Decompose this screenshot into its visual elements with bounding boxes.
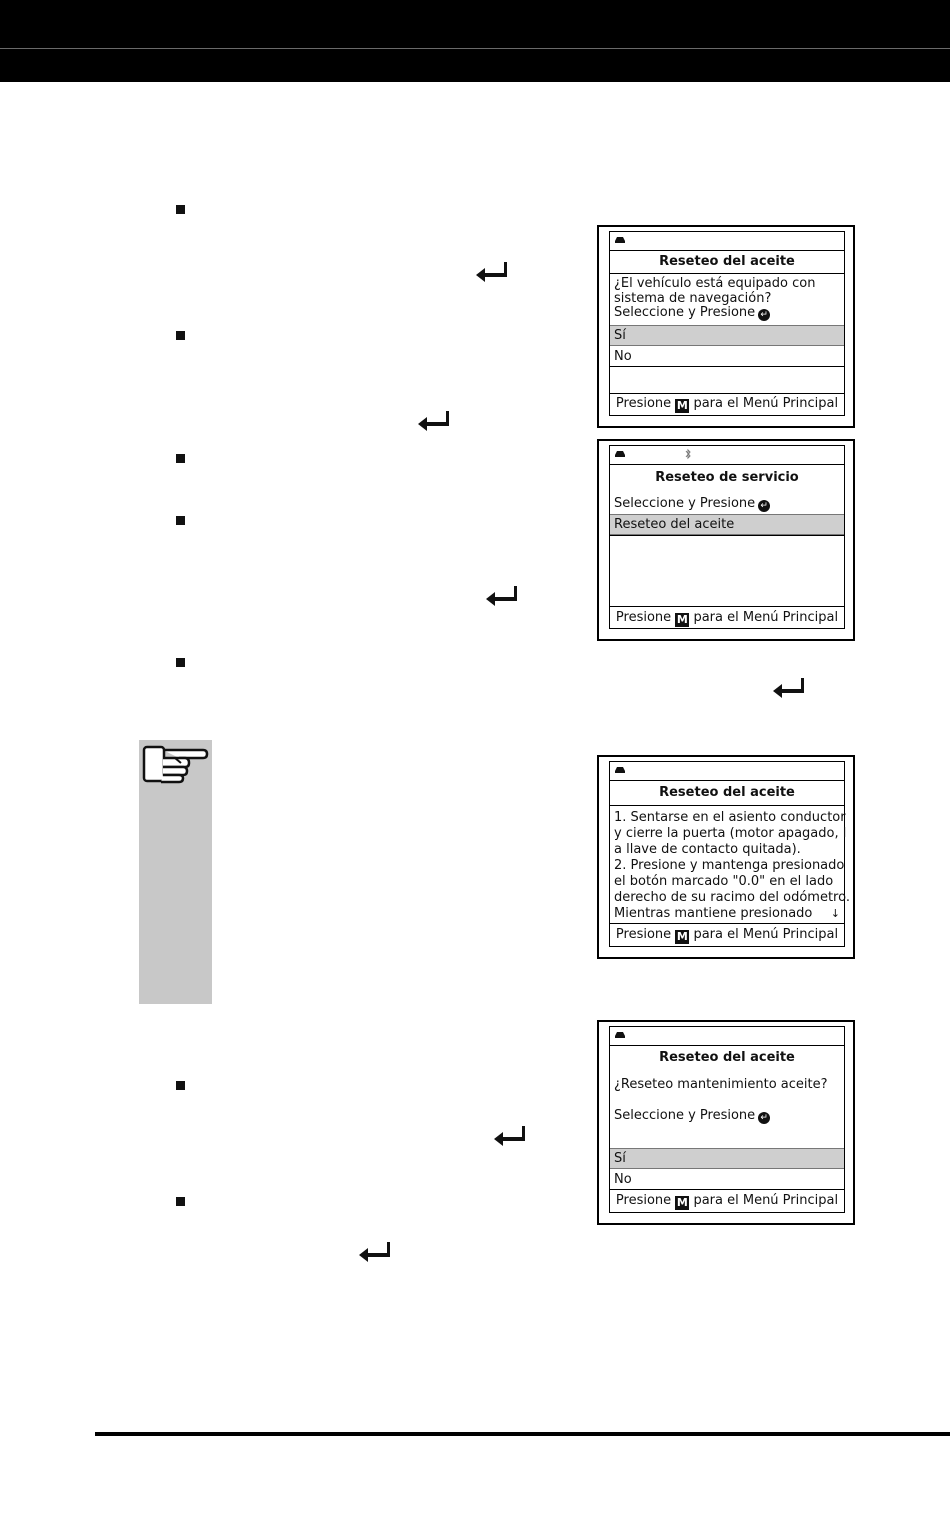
menu-key-icon: M — [676, 613, 688, 626]
screen-footer — [610, 396, 844, 413]
lcd-display — [609, 761, 850, 947]
prompt-line — [610, 305, 844, 321]
scan-tool-screen-oil-reset-confirm — [597, 1020, 855, 1225]
header-bar-bottom — [0, 49, 950, 82]
enter-key-icon — [474, 260, 508, 284]
footer-text: Presione — [615, 610, 672, 625]
question-line: ¿Reseteo mantenimiento aceite? — [614, 1077, 828, 1092]
instruction-line: derecho de su racimo del odómetro. — [614, 890, 850, 905]
prompt-line — [610, 1108, 844, 1124]
footer-text: Presione — [615, 927, 672, 942]
screen-title: Reseteo del aceite — [659, 254, 795, 269]
scroll-down-icon[interactable]: ↓ — [830, 907, 840, 920]
instruction-line: a llave de contacto quitada). — [614, 842, 801, 857]
enter-key-icon: ↵ — [758, 500, 770, 512]
screen-footer — [610, 610, 844, 627]
scan-tool-screen-nav-question — [597, 225, 855, 428]
prompt-line: ¿El vehículo está equipado con — [614, 276, 816, 291]
menu-item-oil-reset[interactable]: Reseteo del aceite — [610, 514, 844, 535]
option-no[interactable]: No — [614, 349, 632, 364]
instruction-line: y cierre la puerta (motor apagado, l — [614, 826, 847, 841]
prompt-line — [610, 496, 844, 512]
screen-title: Reseteo del aceite — [659, 1050, 795, 1065]
enter-key-icon: ↵ — [758, 1112, 770, 1124]
option-yes[interactable]: Sí — [610, 325, 844, 346]
lcd-display — [609, 445, 845, 629]
prompt-text: Seleccione y Presione — [614, 1108, 756, 1123]
footer-text: para el Menú Principal — [693, 927, 839, 942]
footer-text: para el Menú Principal — [693, 1193, 839, 1208]
screen-footer — [610, 927, 844, 944]
prompt-text: Seleccione y Presione — [614, 305, 756, 320]
square-bullet-icon — [176, 454, 185, 463]
square-bullet-icon — [176, 516, 185, 525]
square-bullet-icon — [176, 205, 185, 214]
instruction-line: el botón marcado "0.0" en el lado — [614, 874, 834, 889]
screen-title: Reseteo de servicio — [655, 470, 799, 485]
header-bar-top — [0, 0, 950, 48]
instruction-line: Mientras mantiene presionado — [614, 906, 813, 921]
option-yes[interactable]: Sí — [610, 1148, 844, 1169]
enter-key-icon — [357, 1240, 391, 1264]
car-icon — [614, 236, 626, 244]
car-icon — [614, 1031, 626, 1039]
screen-footer — [610, 1193, 844, 1210]
car-icon — [614, 766, 626, 774]
footer-text: para el Menú Principal — [693, 610, 839, 625]
pointing-hand-icon — [141, 744, 209, 786]
option-no[interactable]: No — [614, 1172, 632, 1187]
menu-key-icon: M — [676, 930, 688, 943]
square-bullet-icon — [176, 658, 185, 667]
lcd-display — [609, 231, 845, 416]
menu-key-icon: M — [676, 1196, 688, 1209]
instruction-line: 1. Sentarse en el asiento conductor — [614, 810, 846, 825]
instruction-line: 2. Presione y mantenga presionado — [614, 858, 845, 873]
square-bullet-icon — [176, 1197, 185, 1206]
enter-key-icon — [492, 1124, 526, 1148]
enter-key-icon — [416, 409, 450, 433]
car-icon — [614, 450, 626, 458]
bluetooth-icon — [684, 448, 692, 460]
prompt-text: Seleccione y Presione — [614, 496, 756, 511]
footer-text: para el Menú Principal — [693, 396, 839, 411]
scan-tool-screen-oil-reset-instructions — [597, 755, 855, 959]
square-bullet-icon — [176, 331, 185, 340]
scan-tool-screen-service-reset — [597, 439, 855, 641]
screen-title: Reseteo del aceite — [659, 785, 795, 800]
footer-text: Presione — [615, 396, 672, 411]
square-bullet-icon — [176, 1081, 185, 1090]
enter-key-icon — [771, 676, 805, 700]
lcd-display — [609, 1026, 845, 1213]
prompt-line: sistema de navegación? — [614, 291, 772, 306]
enter-key-icon: ↵ — [758, 309, 770, 321]
footer-rule — [95, 1432, 950, 1436]
footer-text: Presione — [615, 1193, 672, 1208]
menu-key-icon: M — [676, 399, 688, 412]
enter-key-icon — [484, 584, 518, 608]
